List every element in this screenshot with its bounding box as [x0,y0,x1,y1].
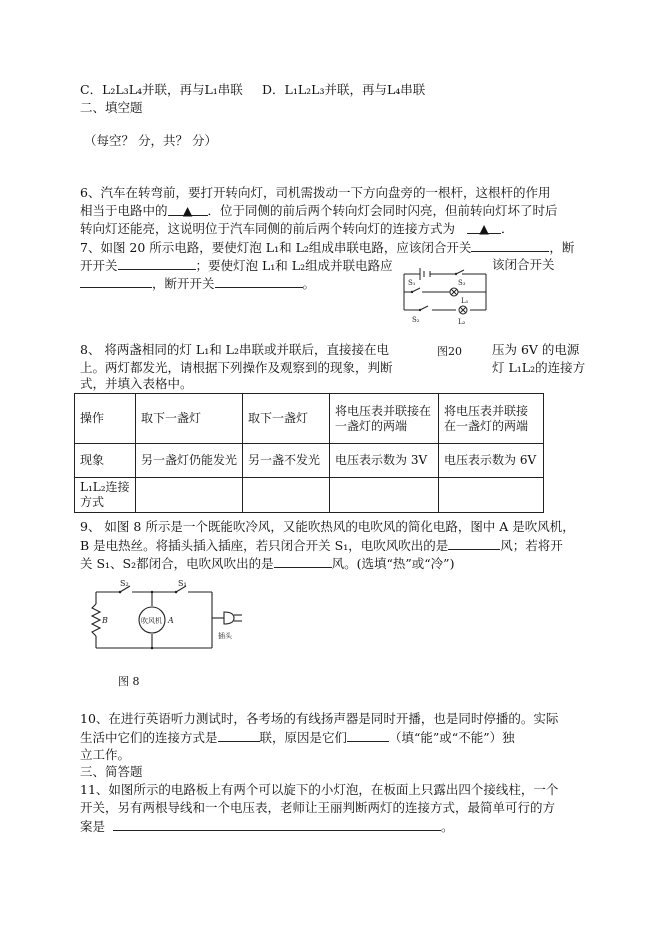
operation-cell: 取下一盏灯 [136,394,243,444]
q10-text-2a: 生活中它们的连接方式是 [80,730,218,745]
triangle-mark-icon: ▲ [182,203,193,218]
phenomenon-cell: 另一盏灯仍能发光 [136,444,243,478]
q9-answer-blank-1[interactable] [448,537,500,550]
row-header-connection: L₁L₂连接方式 [75,478,136,513]
q7-text-3b: 。 [302,276,316,291]
q11-text-3a: 案是 [80,819,106,834]
fig20-caption: 图20 [437,345,462,358]
fig8-label-b: B [102,616,108,625]
q7-text-2c: 该闭合开关 [492,257,555,272]
q11-line-1: 11、如图所示的电路板上有两个可以旋下的小灯泡，在板面上只露出四个接线柱，一个 [80,782,559,797]
q6-text-3b: ． [501,221,514,236]
q9-text-3a: 关 S₁、S₂都闭合，电吹风吹出的是 [80,556,274,571]
fig8-label-s2: S₂ [120,579,129,588]
fig20-label-l2: L₂ [458,318,466,326]
fig20-label-l1: L₁ [461,297,469,305]
operation-cell: 取下一盏灯 [243,394,330,444]
q9-answer-blank-2[interactable] [274,555,332,568]
q7-answer-blank-3[interactable] [80,275,152,288]
q10-text-2b: 联，原因是它们 [259,730,348,745]
phenomenon-cell: 电压表示数为 6V [439,444,544,478]
q8-observation-table [74,393,544,513]
q8-text-1b: 压为 6V 的电源 [492,342,580,357]
q9-line-1: 9、 如图 8 所示是一个既能吹冷风，又能吹热风的电吹风的简化电路，图中 A 是吹风机， [80,519,575,534]
q10-answer-blank-1[interactable] [218,729,260,742]
q7-answer-blank-1[interactable] [471,239,549,252]
section-title-short-answer: 三、简答题 [80,764,143,779]
connection-answer-cell[interactable] [439,478,544,513]
operation-cell: 将电压表并联接在一盏灯的两端 [439,394,544,444]
q7-answer-blank-4[interactable] [215,275,303,288]
table-row [75,444,544,478]
q7-text-1b: ，断 [549,240,575,255]
section-title-fill-in: 二、填空题 [80,100,143,115]
table-row [75,394,544,444]
q7-answer-blank-2[interactable] [118,257,196,270]
connection-answer-cell[interactable] [330,478,439,513]
q8-text-2a: 上。两灯都发光，请根据下列操作及观察到的现象，判断 [80,360,393,375]
row-header-phenomenon: 现象 [75,444,136,478]
q9-line-3 [80,555,454,572]
q10-answer-blank-2[interactable] [347,729,389,742]
fig8-caption: 图 8 [118,675,140,688]
fig20-label-s1: S₁ [408,279,416,287]
q10-line-1: 10、在进行英语听力测试时，各考场的有线扬声器是同时开播，也是同时停播的。实际 [80,711,559,726]
q10-line-3: 立工作。 [80,747,131,762]
q7-text-2b: ；要使灯泡 L₁和 L₂组成并联电路应 [195,258,393,273]
table-row [75,478,544,513]
q6-text-2b: ．位于同侧的前后两个转向灯会同时闪亮，但前转向灯坏了时后 [207,203,558,218]
q11-text-3b: 。 [441,819,454,834]
q6-line-2 [80,203,558,219]
figure-8-hair-dryer-circuit [84,578,244,660]
fig8-plug-label: 插头 [218,632,232,640]
q6-text-3a: 转向灯还能亮，这说明位于汽车同侧的前后两个转向灯的连接方式为 [80,221,456,236]
connection-answer-cell[interactable] [136,478,243,513]
q11-line-3 [80,818,454,835]
q6-line-3 [80,221,514,237]
fig20-label-s2: S₂ [412,316,420,324]
q7-text-3a: ，断开开关 [152,276,215,291]
q7-line-2 [80,257,393,274]
q8-text-3: 式，并填入表格中。 [80,376,193,391]
q9-text-2b: 风；若将开 [500,538,563,553]
row-header-operation: 操作 [75,394,136,444]
q11-line-2: 开关，另有两根导线和一个电压表，老师让王丽判断两灯的连接方式，最简单可行的方 [80,800,556,815]
figure-20-circuit-diagram [398,260,492,328]
connection-answer-cell[interactable] [243,478,330,513]
operation-cell: 将电压表并联接在一盏灯的两端 [330,394,439,444]
q9-text-2a: B 是电热丝。将插头插入插座，若只闭合开关 S₁，电吹风吹出的是 [80,538,449,553]
q8-text-2b: 灯 L₁L₂的连接方 [492,360,586,375]
q9-line-2 [80,537,563,554]
q10-text-2c: （填“能”或“不能”）独 [389,730,515,745]
q11-answer-blank[interactable] [113,818,441,831]
triangle-mark-icon: ▲ [479,221,489,236]
q8-text-1a: 8、 将两盏相同的灯 L₁和 L₂串联或并联后，直接接在电 [80,342,389,357]
option-c: C．L₂L₃L₄并联，再与L₁串联 [80,82,243,97]
fig8-label-s1: S₁ [178,579,187,588]
q7-text-1a: 7、如图 20 所示电路，要使灯泡 L₁和 L₂组成串联电路，应该闭合开关 [80,240,472,255]
phenomenon-cell: 另一盏不发光 [243,444,330,478]
fig8-label-a: A [168,616,174,625]
q7-text-2a: 开开关 [80,258,118,273]
q6-text-2a: 相当于电路中的 [80,203,168,218]
option-d: D．L₁L₂L₃并联，再与L₄串联 [262,82,426,97]
q6-line-1: 6、汽车在转弯前，要打开转向灯，司机需拨动一下方向盘旁的一根杆，这根杆的作用 [80,185,551,200]
q6-answer-blank-2[interactable] [467,221,501,234]
fig8-fan-label: 吹风机 [141,617,162,625]
q7-line-1 [80,239,574,256]
q10-line-2 [80,729,515,746]
scoring-note: （每空？ 分，共？ 分） [84,133,217,148]
fig20-label-s3: S₃ [458,279,466,287]
q7-line-3 [80,275,315,292]
q6-answer-blank-1[interactable] [168,203,208,216]
q9-text-3b: 风。(选填“热”或“冷”) [331,556,455,571]
phenomenon-cell: 电压表示数为 3V [330,444,439,478]
